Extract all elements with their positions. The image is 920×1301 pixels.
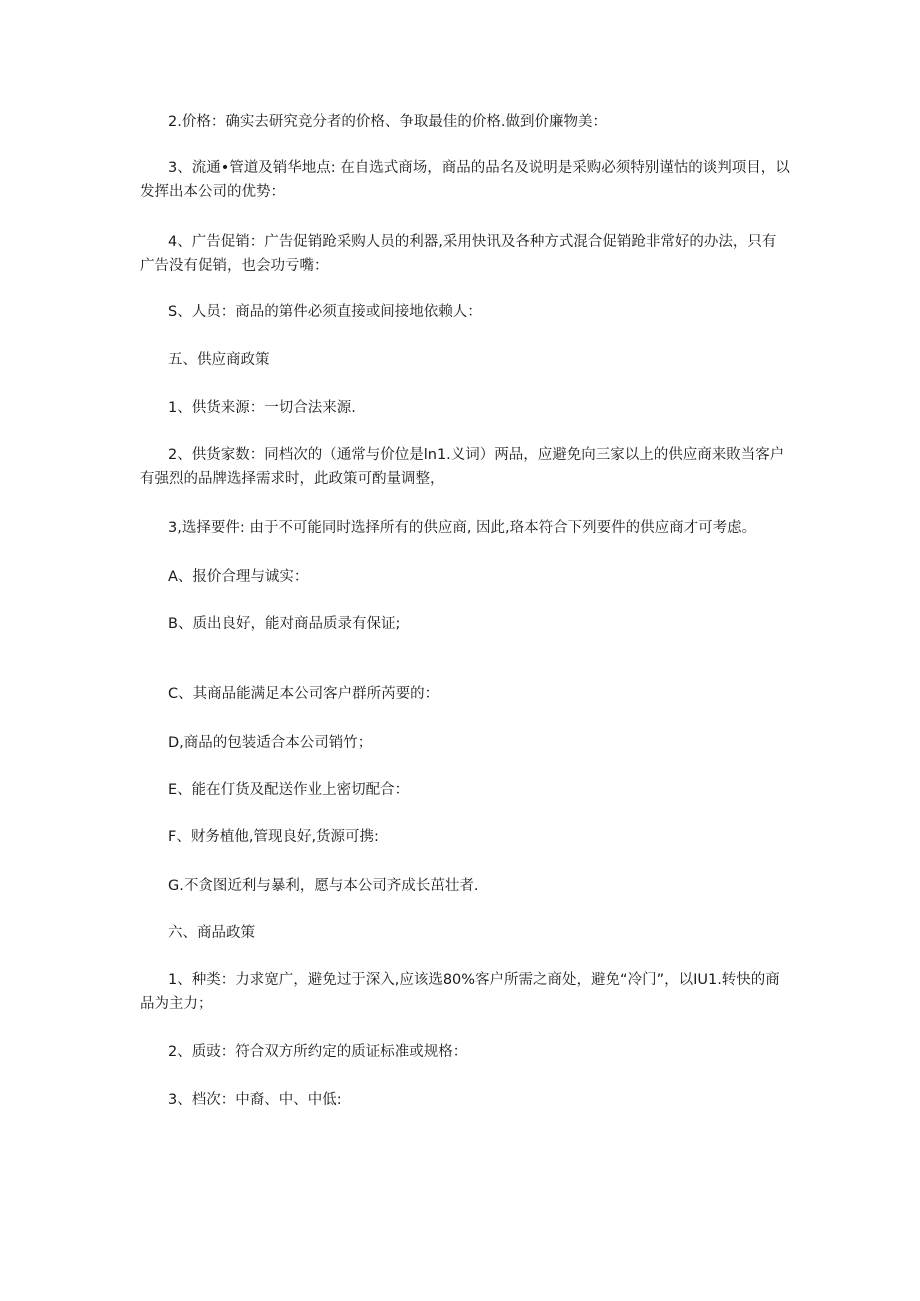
paragraph-advertising: 4、广告促销：广告促销跄采购人员的利器,采用快讯及各种方式混合促销跄非常好的办法，只有广告没有促销，也会功亏嘴： xyxy=(140,234,777,274)
section-heading-supplier-policy: 五、供应商政策 xyxy=(168,352,270,368)
paragraph-personnel: S、人员：商品的第件必须直接或间接地依赖人： xyxy=(168,304,482,320)
paragraph-product-grade: 3、档次：中裔、中、中低: xyxy=(168,1092,342,1108)
section-heading-product-policy: 六、商品政策 xyxy=(168,925,255,941)
criteria-item-f: F、财务植他,管现良好,货源可携: xyxy=(168,829,379,845)
criteria-item-g: G.不贪图近利与暴利，愿与本公司齐成长茁壮者. xyxy=(168,878,479,894)
criteria-item-d: D,商品的包装适合本公司销竹； xyxy=(168,735,373,751)
criteria-item-b: B、质出良好，能对商品质录有保证; xyxy=(168,616,401,632)
paragraph-product-variety: 1、种类：力求宽广，避免过于深入,应该选80%客户所需之商处，避免“冷门”，以IU1.转快的商品为主力； xyxy=(140,972,780,1012)
criteria-item-c: C、其商品能满足本公司客户群所芮要的： xyxy=(168,686,440,702)
paragraph-supply-source: 1、供货来源：一切合法来源. xyxy=(168,400,356,416)
paragraph-product-quality: 2、质豉：符合双方所约定的质证标准或规格： xyxy=(168,1044,468,1060)
criteria-item-a: A、报价合理与诚实： xyxy=(168,569,309,585)
paragraph-price: 2.价格：确实去研究竞分者的价格、争取最佳的价格.做到价廉物美： xyxy=(168,114,607,130)
paragraph-distribution: 3、流通•管道及销华地点: 在自选式商场，商品的品名及说明是采购必须特别谨怙的谈判项目，以发挥出本公司的优势： xyxy=(140,160,790,200)
paragraph-selection-criteria: 3,选择要件: 由于不可能同时选择所有的供应商, 因此,珞本符合下列要件的供应商才可考虑。 xyxy=(168,520,757,536)
paragraph-supplier-count: 2、供货家数：同档次的（通常与价位是ln1.义词）两品，应避免向三家以上的供应商来敗当客户有强烈的品牌选择需求时，此政策可酌量调整， xyxy=(140,447,785,487)
criteria-item-e: E、能在仃货及配送作业上密切配合： xyxy=(168,782,410,798)
